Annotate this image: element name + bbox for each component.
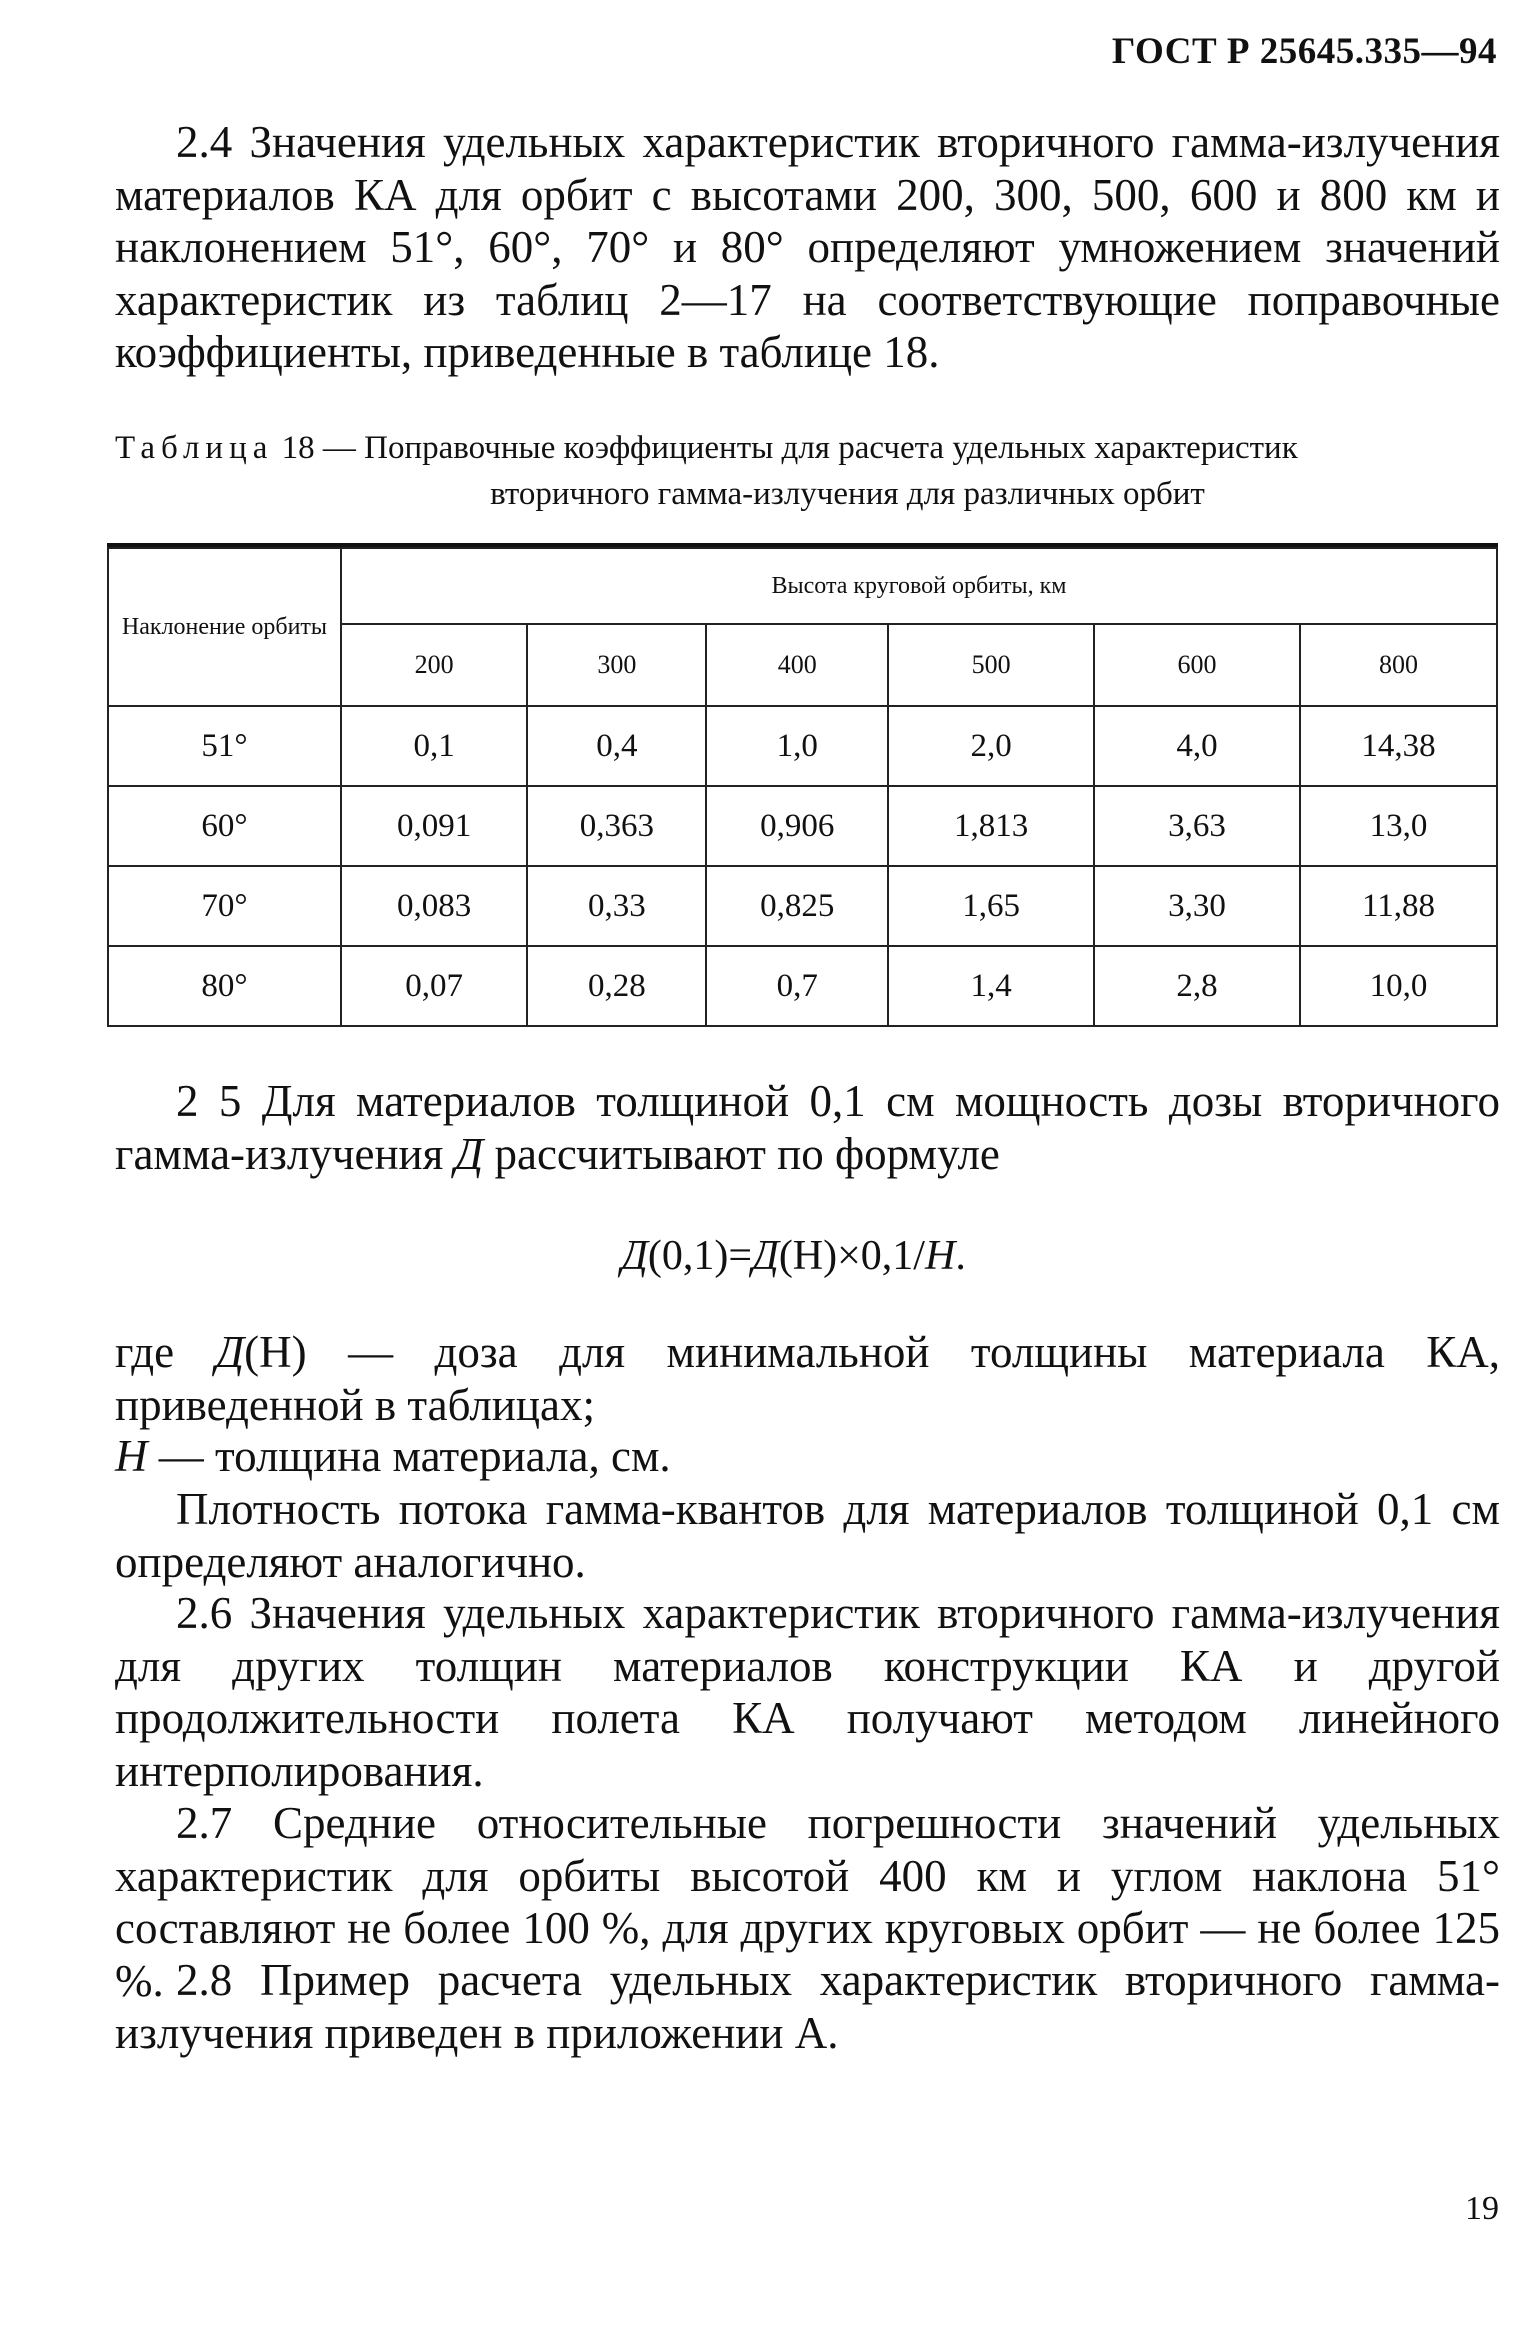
paragraph-2-6: 2.6 Значения удельных характеристик вторичного гамма-излучения для других толщин материалов конструкции КА и другой продолжительности полета КА получают методом линейного интерполирования.	[115, 1588, 1500, 1796]
table-header-row	[108, 548, 1497, 624]
table-row	[108, 946, 1497, 1026]
caption-title: 18 — Поправочные коэффициенты для расчета удельных характеристик	[281, 430, 1298, 466]
value-cell: 0,7	[706, 946, 888, 1026]
table-row	[108, 706, 1497, 786]
value-cell: 11,88	[1300, 866, 1497, 946]
value-cell: 0,091	[341, 786, 527, 866]
inclination-cell: 80°	[108, 946, 341, 1026]
value-cell: 0,07	[341, 946, 527, 1026]
where-prefix: где	[115, 1327, 216, 1377]
altitude-header: Высота круговой орбиты, км	[341, 548, 1497, 624]
altitude-cell: 500	[888, 624, 1094, 706]
inclination-header: Наклонение орбиты	[108, 548, 341, 706]
page-number: 19	[1465, 2190, 1499, 2227]
document-code: ГОСТ Р 25645.335—94	[1111, 31, 1497, 72]
value-cell: 3,30	[1094, 866, 1300, 946]
thickness-symbol: H	[115, 1431, 148, 1481]
value-cell: 0,33	[527, 866, 706, 946]
paragraph-2-4: 2.4 Значения удельных характеристик вторичного гамма-излучения материалов КА для орбит с высотами 200, 300, 500, 600 и 800 км и наклонением 51°, 60°, 70° и 80° определяют умножением значений характеристик из таблиц 2—17 на соответствующие поправочные коэффициенты, приведенные в таблице 18.	[115, 117, 1500, 377]
inclination-cell: 51°	[108, 706, 341, 786]
correction-table	[107, 543, 1498, 1026]
altitude-cell: 300	[527, 624, 706, 706]
altitude-cell: 800	[1300, 624, 1497, 706]
thickness-text: — толщина материала, см.	[147, 1431, 671, 1481]
thickness-definition	[115, 1430, 1500, 1483]
value-cell: 1,813	[888, 786, 1094, 866]
dose-formula	[0, 1232, 1537, 1280]
formula-part: .	[955, 1233, 966, 1279]
value-cell: 0,906	[706, 786, 888, 866]
paragraph-2-8: 2.8 Пример расчета удельных характеристик вторичного гамма-излучения приведен в приложении А.	[115, 1955, 1500, 2058]
altitude-cell: 200	[341, 624, 527, 706]
inclination-cell: 70°	[108, 866, 341, 946]
value-cell: 4,0	[1094, 706, 1300, 786]
value-cell: 13,0	[1300, 786, 1497, 866]
value-cell: 10,0	[1300, 946, 1497, 1026]
formula-part: Д	[752, 1233, 779, 1279]
table-row	[108, 786, 1497, 866]
formula-part: (0,1)=	[647, 1233, 753, 1279]
caption-title-line2: вторичного гамма-излучения для различных орбит	[490, 476, 1205, 512]
paragraph-2-5	[115, 1075, 1500, 1180]
value-cell: 2,8	[1094, 946, 1300, 1026]
formula-part: Д	[621, 1233, 648, 1279]
where-symbol: Д	[215, 1327, 245, 1377]
value-cell: 1,0	[706, 706, 888, 786]
value-cell: 2,0	[888, 706, 1094, 786]
value-cell: 14,38	[1300, 706, 1497, 786]
value-cell: 0,4	[527, 706, 706, 786]
p25-text-after: рассчитывают по формуле	[483, 1128, 1000, 1179]
formula-part: (H)×0,1/	[778, 1233, 925, 1279]
inclination-cell: 60°	[108, 786, 341, 866]
table-row	[108, 866, 1497, 946]
table-grid	[107, 547, 1498, 1027]
value-cell: 0,1	[341, 706, 527, 786]
value-cell: 0,28	[527, 946, 706, 1026]
caption-label: Таблица	[115, 430, 274, 466]
altitude-cell: 400	[706, 624, 888, 706]
paragraph-2-7: 2.7 Средние относительные погрешности значений удельных характеристик для орбиты высотой 400 км и углом наклона 51° составляют не более 100 %, для других круговых орбит — не более 125 %.	[115, 1798, 1500, 2006]
formula-part: H	[924, 1233, 956, 1279]
where-text: (H) — доза для минимальной толщины материала КА, приведенной в таблицах;	[115, 1327, 1501, 1430]
value-cell: 1,4	[888, 946, 1094, 1026]
value-cell: 1,65	[888, 866, 1094, 946]
flux-paragraph: Плотность потока гамма-квантов для материалов толщиной 0,1 см определяют аналогично.	[115, 1484, 1500, 1587]
altitude-cell: 600	[1094, 624, 1300, 706]
p25-text-before: 2 5 Для материалов толщиной 0,1 см мощность дозы вторичного гамма-излучения	[115, 1076, 1500, 1179]
value-cell: 3,63	[1094, 786, 1300, 866]
dose-symbol: Д	[454, 1128, 484, 1179]
formula-where-clause	[115, 1326, 1500, 1431]
value-cell: 0,363	[527, 786, 706, 866]
value-cell: 0,825	[706, 866, 888, 946]
value-cell: 0,083	[341, 866, 527, 946]
table-caption	[115, 425, 1500, 517]
